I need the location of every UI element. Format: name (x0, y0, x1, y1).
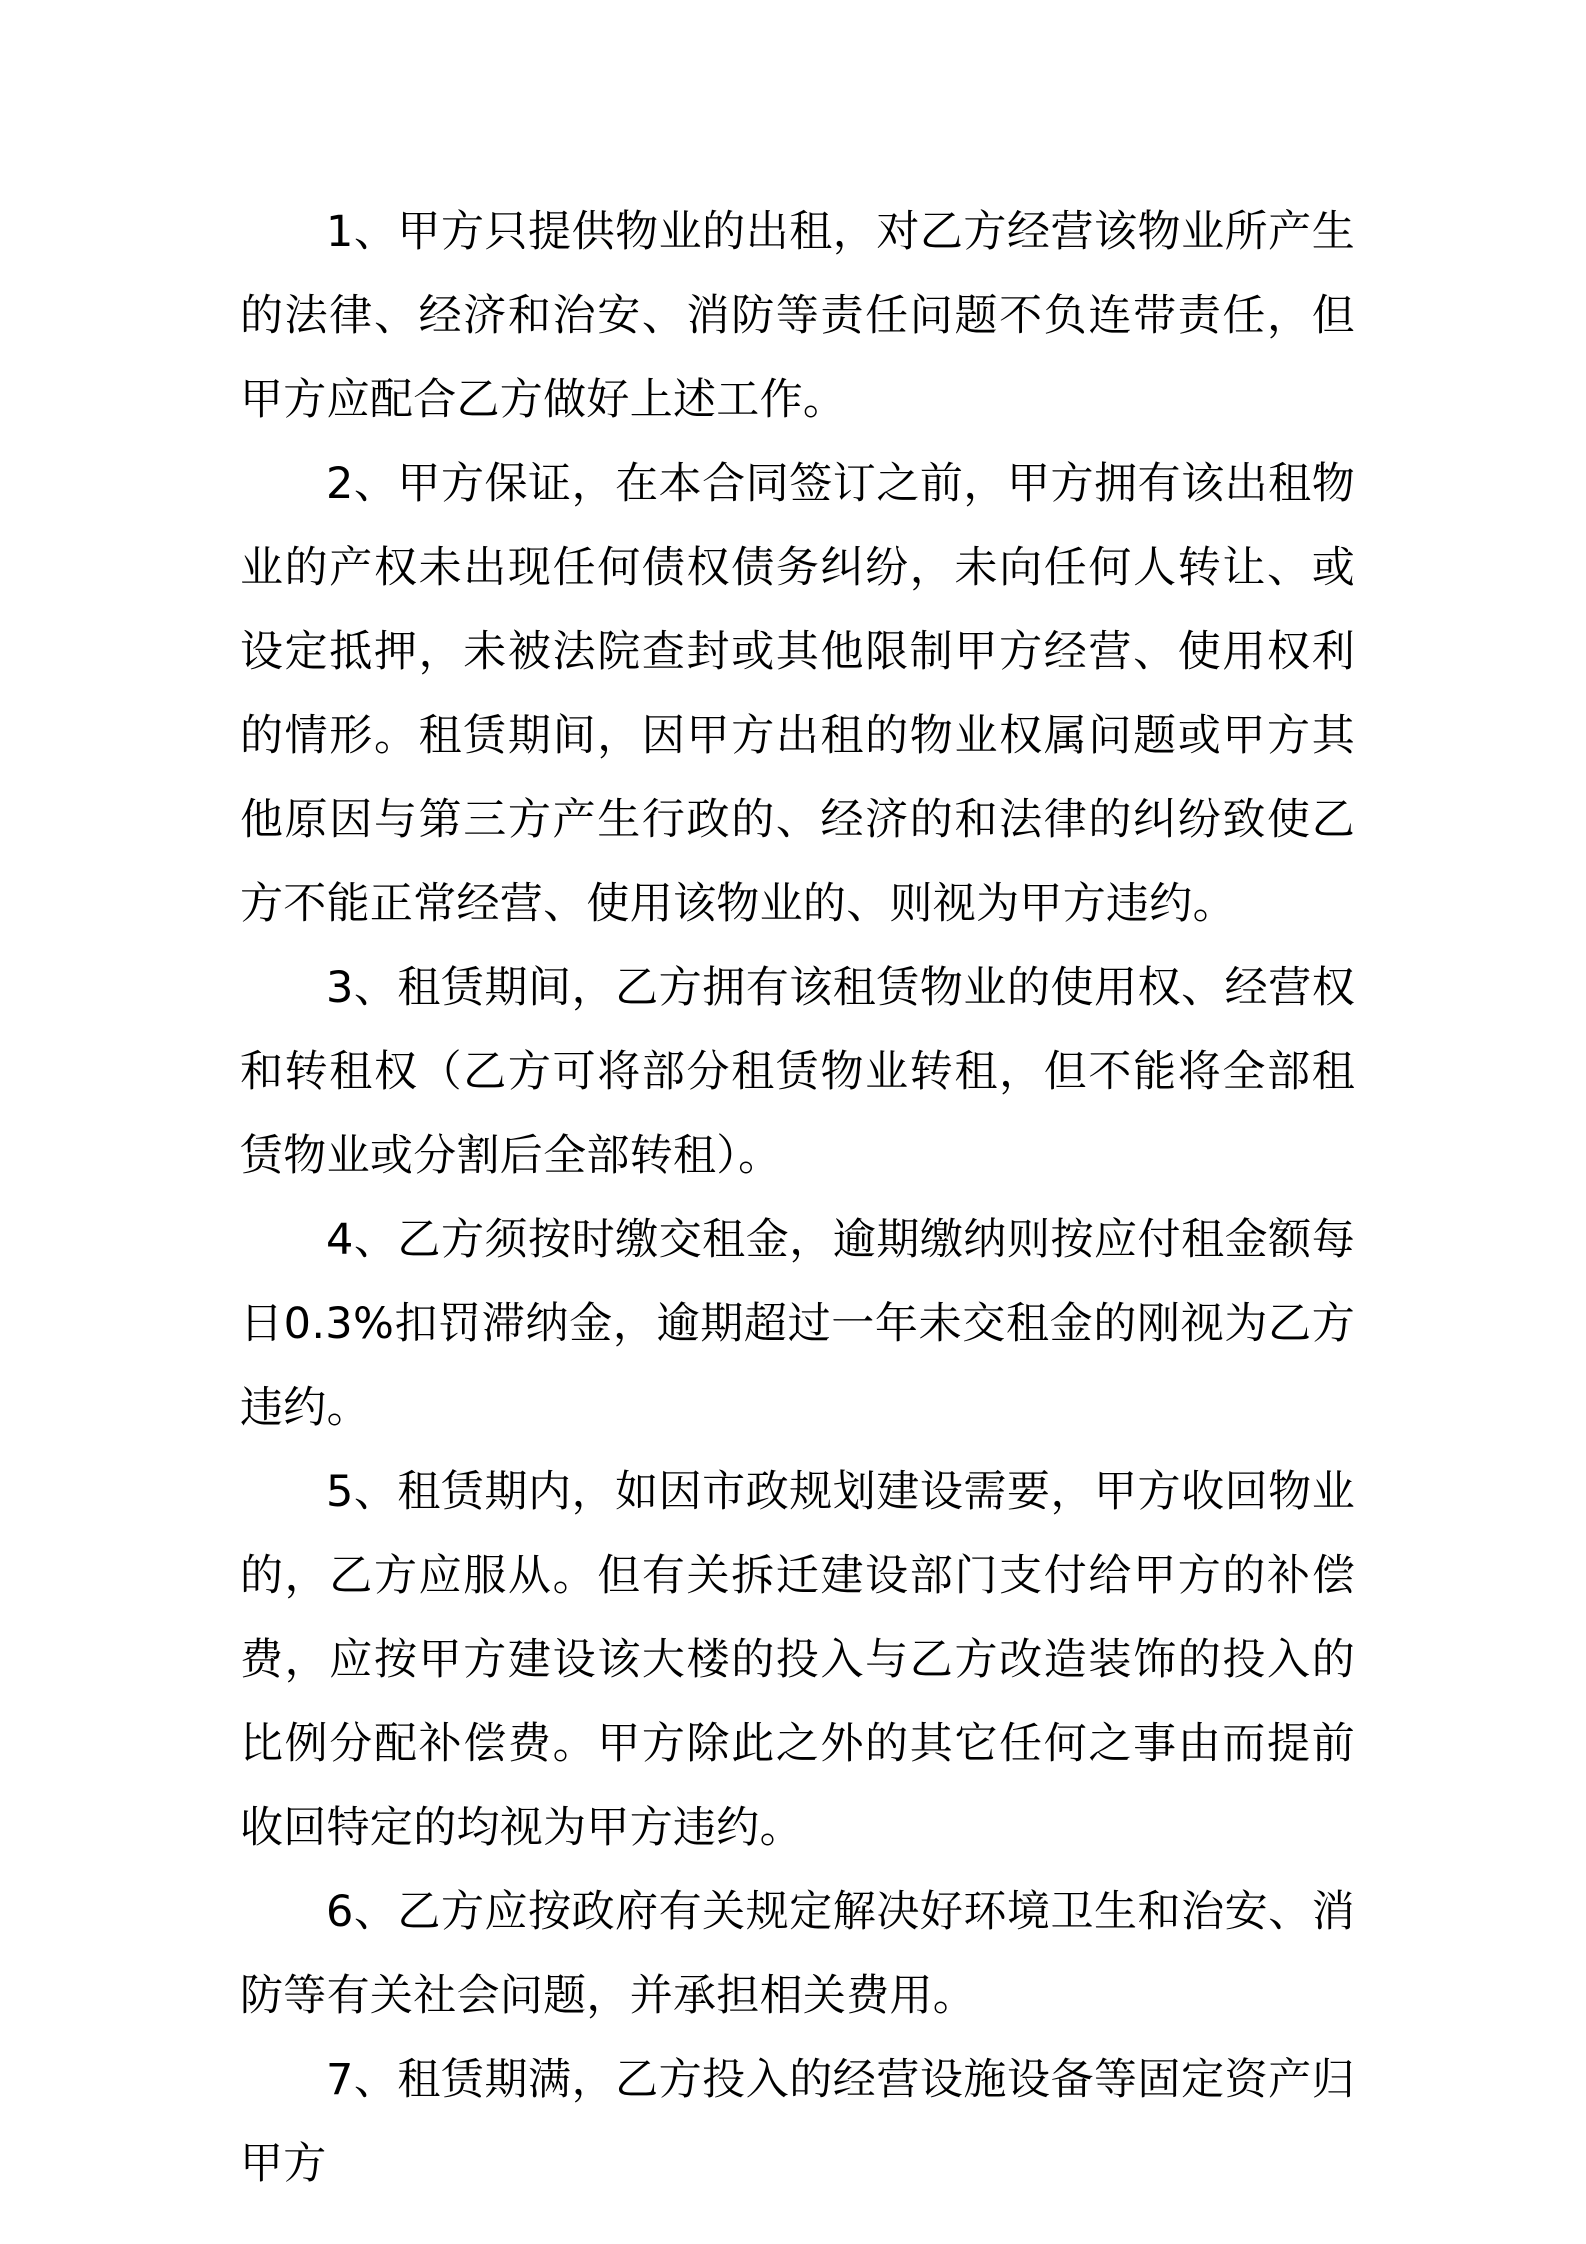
clause-2: 2、甲方保证，在本合同签订之前，甲方拥有该出租物业的产权未出现任何债权债务纠纷，未向任何人转让、或设定抵押，未被法院查封或其他限制甲方经营、使用权利的情形。租赁期间，因甲方出租的物业权属问题或甲方其他原因与第三方产生行政的、经济的和法律的纠纷致使乙方不能正常经营、使用该物业的、则视为甲方违约。 (240, 459, 1355, 929)
clause-7: 7、租赁期满，乙方投入的经营设施设备等固定资产归甲方 (240, 2055, 1355, 2189)
clause-6: 6、乙方应按政府有关规定解决好环境卫生和治安、消防等有关社会问题，并承担相关费用。 (240, 1887, 1355, 2021)
clause-1: 1、甲方只提供物业的出租，对乙方经营该物业所产生的法律、经济和治安、消防等责任问题不负连带责任，但甲方应配合乙方做好上述工作。 (240, 207, 1355, 425)
clause-4: 4、乙方须按时缴交租金，逾期缴纳则按应付租金额每日0.3%扣罚滞纳金，逾期超过一年未交租金的刚视为乙方违约。 (240, 1215, 1355, 1433)
document-body (240, 190, 1355, 2206)
clause-5: 5、租赁期内，如因市政规划建设需要，甲方收回物业的，乙方应服从。但有关拆迁建设部门支付给甲方的补偿费，应按甲方建设该大楼的投入与乙方改造装饰的投入的比例分配补偿费。甲方除此之外的其它任何之事由而提前收回特定的均视为甲方违约。 (240, 1467, 1355, 1853)
clause-3: 3、租赁期间，乙方拥有该租赁物业的使用权、经营权和转租权（乙方可将部分租赁物业转租，但不能将全部租赁物业或分割后全部转租）。 (240, 963, 1355, 1181)
